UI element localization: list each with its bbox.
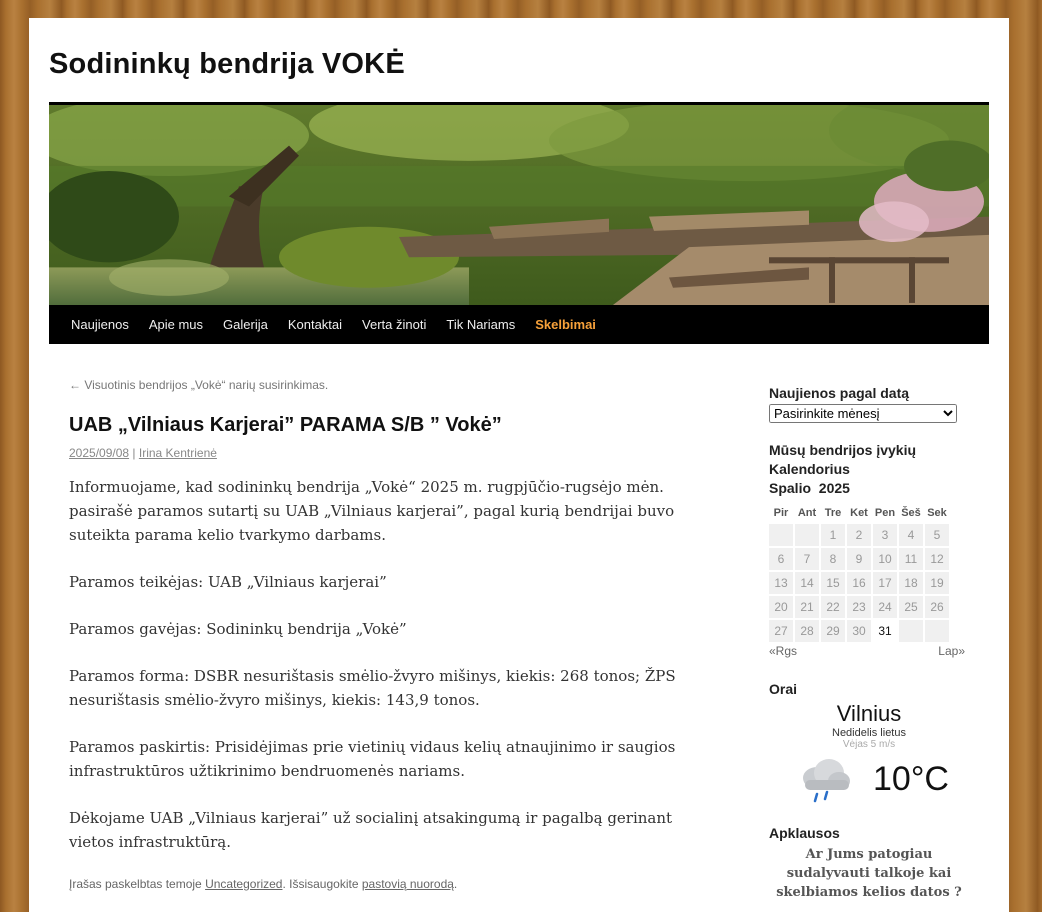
calendar-table [767,502,951,644]
calendar-empty-cell [925,620,949,642]
footer-suffix: . [453,877,458,891]
post-paragraph: Informuojame, kad sodininkų bendrija „Vokė“ 2025 m. rugpjūčio-rugsėjo mėn. pasirašė paramos sutartį su UAB „Vilniaus karjerai”, pagal kurią bendrijai buvo suteikta parama kelio tvarkymo darbams. [69,478,675,544]
calendar-day-cell: 25 [899,596,923,618]
calendar-weekday-header: Pir [773,507,789,519]
calendar-prev-month-link[interactable]: «Rgs [769,644,798,658]
poll-widget [769,824,969,902]
calendar-day-cell: 31 [873,620,897,642]
meta-separator: | [132,446,136,460]
footer-middle: . Išsisaugokite [282,877,362,891]
weather-temperature: 10°C [873,759,949,798]
calendar-day-cell: 7 [795,548,819,570]
calendar-next-month-link[interactable]: Lap» [938,644,965,658]
calendar-widget [769,441,969,658]
calendar-day-cell: 23 [847,596,871,618]
calendar-weekday-header: Pen [874,507,896,519]
calendar-empty-cell [769,524,793,546]
calendar-day-cell: 26 [925,596,949,618]
post-paragraph: Paramos teikėjas: UAB „Vilniaus karjerai” [69,573,387,591]
calendar-weekday-header: Ant [797,507,817,519]
calendar-day-cell: 18 [899,572,923,594]
nav-item-galerija[interactable]: Galerija [223,317,268,332]
calendar-weekday-header: Ket [850,507,868,519]
calendar-day-cell: 24 [873,596,897,618]
post-date-link[interactable]: 2025/09/08 [69,446,130,460]
calendar-day-cell: 2 [847,524,871,546]
calendar-week-row [769,620,949,642]
weather-main-row [769,754,969,804]
post-meta [69,446,709,460]
post-paragraph: Dėkojame UAB „Vilniaus karjerai” už socialinį atsakingumą ir pagalbą gerinant vietos infrastruktūrą. [69,809,673,851]
permalink-link[interactable]: pastovią nuorodą [361,877,454,891]
calendar-week-row [769,524,949,546]
post-paragraph: Paramos forma: DSBR nesurištasis smėlio-žvyro mišinys, kiekis: 268 tonos; ŽPS nesurištasis smėlio-žvyro mišinys, kiekis: 143,9 tonos. [69,667,676,709]
calendar-weekday-header: Šeš [901,507,921,519]
calendar-week-row [769,548,949,570]
nav-item-kontaktai[interactable]: Kontaktai [287,317,343,332]
nav-item-naujienos[interactable]: Naujienos [71,317,129,332]
calendar-day-cell: 20 [769,596,793,618]
calendar-day-cell: 15 [821,572,845,594]
main-content [69,378,709,891]
site-title[interactable]: Sodininkų bendrija VOKĖ [49,48,405,80]
calendar-day-cell: 10 [873,548,897,570]
calendar-day-cell: 17 [873,572,897,594]
calendar-day-cell: 6 [769,548,793,570]
post-paragraph: Paramos paskirtis: Prisidėjimas prie vietinių vidaus kelių atnaujinimo ir saugios infrastruktūros užtikrinimo bendruomenės nariams. [69,738,676,780]
rain-cloud-icon [797,754,853,804]
calendar-day-cell: 29 [821,620,845,642]
calendar-navigation [769,644,965,658]
calendar-day-cell: 4 [899,524,923,546]
calendar-day-cell: 19 [925,572,949,594]
calendar-day-cell: 11 [899,548,923,570]
category-link[interactable]: Uncategorized [205,877,283,891]
weather-wind: Vėjas 5 m/s [842,739,896,750]
calendar-day-cell: 28 [795,620,819,642]
calendar-day-cell: 14 [795,572,819,594]
footer-prefix: Įrašas paskelbtas temoje [69,877,206,891]
nav-item-skelbimai[interactable]: Skelbimai [535,317,596,332]
calendar-week-row [769,596,949,618]
post-title: UAB „Vilniaus Karjerai” PARAMA S/B ” Vokė” [69,414,502,436]
poll-widget-title: Apklausos [769,825,840,841]
post-paragraph: Paramos gavėjas: Sodininkų bendrija „Vokė” [69,620,407,638]
calendar-empty-cell [899,620,923,642]
calendar-day-cell: 3 [873,524,897,546]
calendar-weekday-header: Sek [927,507,947,519]
nav-item-tik-nariams[interactable]: Tik Nariams [446,317,516,332]
calendar-day-cell: 1 [821,524,845,546]
archive-widget-title: Naujienos pagal datą [769,385,910,401]
calendar-empty-cell [795,524,819,546]
poll-question: Ar Jums patogiau sudalyvauti talkoje kai skelbiamos kelios datos ? [776,847,962,900]
previous-post-link[interactable]: ← Visuotinis bendrijos „Vokė“ narių susirinkimas. [69,378,329,392]
post-footer [69,877,709,891]
header-garden-image [49,102,989,308]
calendar-month: Spalio 2025 [769,480,850,496]
page-container [29,18,1009,912]
calendar-day-cell: 16 [847,572,871,594]
main-navigation [49,305,989,344]
post-author-link[interactable]: Irina Kentrienė [138,446,217,460]
calendar-day-cell: 22 [821,596,845,618]
sidebar [769,384,969,902]
calendar-weekday-header: Tre [824,507,842,519]
calendar-day-cell: 8 [821,548,845,570]
weather-widget [769,680,969,804]
calendar-widget-title: Mūsų bendrijos įvykių Kalendorius [769,442,917,477]
calendar-day-cell: 9 [847,548,871,570]
nav-item-verta-zinoti[interactable]: Verta žinoti [362,317,427,332]
calendar-day-cell: 12 [925,548,949,570]
calendar-day-cell: 30 [847,620,871,642]
calendar-week-row [769,572,949,594]
archive-widget [769,384,969,423]
weather-widget-title: Orai [769,681,798,697]
calendar-day-cell: 13 [769,572,793,594]
calendar-day-cell: 27 [769,620,793,642]
calendar-day-cell: 21 [795,596,819,618]
nav-item-apie-mus[interactable]: Apie mus [148,317,204,332]
archive-month-select[interactable] [769,404,957,423]
post-body [69,475,709,854]
weather-city: Vilnius [836,701,902,726]
calendar-day-cell: 5 [925,524,949,546]
weather-description: Nedidelis lietus [832,727,906,739]
